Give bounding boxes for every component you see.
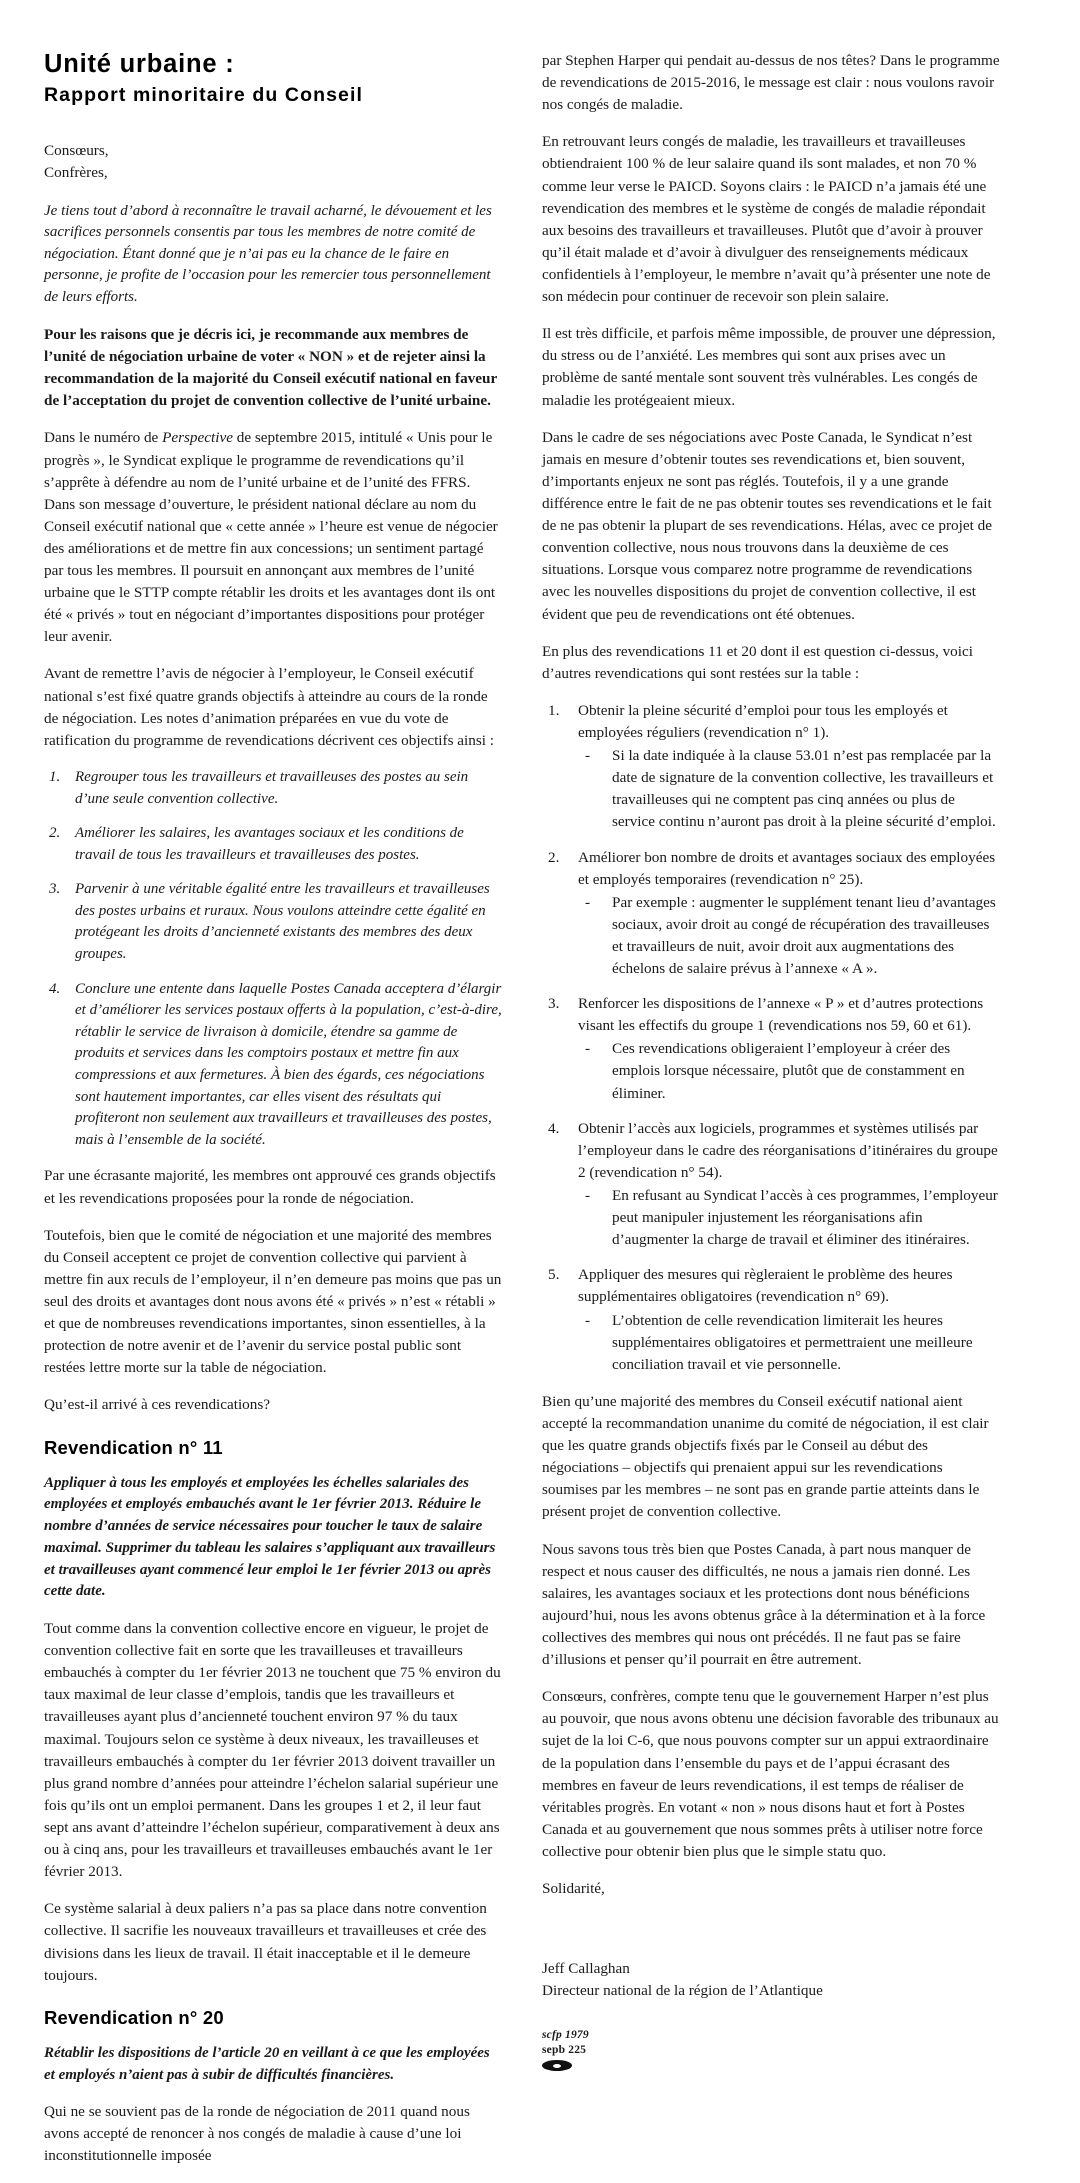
right-column — [542, 46, 1000, 2071]
list-item-number: 1. — [49, 768, 61, 785]
sub-list — [578, 1310, 1000, 1376]
sub-list — [578, 1038, 1000, 1104]
revendication-11-body-1: Tout comme dans la convention collective encore en vigueur, le projet de convention collective fait en sorte que les travailleuses et travailleurs embauchés à compter du 1er février 2013 ne touchent que 75 % environ du taux maximal de leur classe d’emplois, tandis que les travailleurs et travailleuses ayant plus d’ancienneté touchent environ 97 % du taux maximal. Toujours selon ce système à deux niveaux, les travailleuses et travailleurs embauchés à compter du 1er février 2013 doivent travailler un plus grand nombre d’années pour atteindre l’échelon salarial supérieur une fois qu’ils ont un emploi permanent. Dans les groupes 1 et 2, il leur faut sept ans avant d’atteindre l’échelon supérieur, comparativement à deux ans ou à cinq ans, pour les travailleurs et travailleuses embauchés avant le 1er février 2013. — [44, 1620, 501, 1881]
sub-list-item — [578, 1038, 1000, 1104]
revendication-11-body-2: Ce système salarial à deux paliers n’a pas sa place dans notre convention collective. Il sacrifie les nouveaux travailleurs et travailleuses et crée des divisions dans les lieux de travail. Il était inacceptable et il le demeure toujours. — [44, 1900, 487, 1984]
sub-list-item-text: Ces revendications obligeraient l’employeur à créer des emplois lorsque nécessaire, plutôt que de constamment en éliminer. — [612, 1040, 965, 1102]
sub-list-item — [578, 1185, 1000, 1251]
list-item — [44, 979, 502, 1152]
left-column — [44, 46, 502, 2183]
salutation-line1: Consœurs, — [44, 141, 109, 159]
revendication-11-heading: Revendication n° 11 — [44, 1436, 223, 1458]
page-title-line1: Unité urbaine : — [44, 50, 235, 78]
demands-intro-paragraph: En plus des revendications 11 et 20 dont il est question ci-dessus, voici d’autres revendications qui sont restées sur la table : — [542, 642, 973, 682]
list-item — [44, 879, 502, 965]
objectives-intro-paragraph: Avant de remettre l’avis de négocier à l’employeur, le Conseil exécutif national s’est fixé quatre grands objectifs à atteindre au cours de la ronde de négociation. Les notes d’animation préparées en vue du vote de ratification du programme de revendications décrivent ces objectifs ainsi : — [44, 665, 494, 749]
dash-bullet-icon: - — [585, 747, 591, 765]
list-item — [44, 823, 502, 866]
closing-salutation: Solidarité, — [542, 1880, 605, 1898]
list-item-number: 4. — [548, 1119, 560, 1137]
list-item — [542, 1118, 1000, 1252]
list-item-text: Obtenir l’accès aux logiciels, programmes et systèmes utilisés par l’employeur dans le cadre des réorganisations d’itinéraires du groupe 2 (revendication n° 54). — [578, 1119, 998, 1181]
harper-paragraph: par Stephen Harper qui pendait au-dessus de nos têtes? Dans le programme de revendications de 2015-2016, le message est clair : nous voulons ravoir nos congés de maladie. — [542, 52, 1000, 114]
dash-bullet-icon: - — [585, 1187, 591, 1205]
list-item — [542, 993, 1000, 1105]
sub-list-item-text: En refusant au Syndicat l’accès à ces programmes, l’employeur peut manipuler injustement les réorganisations afin d’augmenter la charge de travail et éliminer des itinéraires. — [612, 1187, 998, 1249]
perspective-text-b: de septembre 2015, intitulé « Unis pour le progrès », le Syndicat explique le programme de revendications qu’il s’apprête à défendre au nom de l’unité urbaine et de l’unité des FFRS. Dans son message d’ouverture, le président national déclare au nom du Conseil exécutif national que « cette année » l’heure est venue de négocier des améliorations et de mettre fin aux concessions; un sentiment partagé par tous les membres. Il poursuit en annonçant aux membres de l’unité urbaine que le STTP compte rétablir les droits et les avantages dont ils ont été « privés » tout en négociant d’importantes dispositions pour protéger leur avenir. — [44, 429, 498, 646]
dash-bullet-icon: - — [585, 893, 591, 911]
revendication-20-statement: Rétablir les dispositions de l’article 20 en veillant à ce que les employées et employés n’aient pas à subir de difficultés financières. — [44, 2044, 490, 2083]
list-item — [542, 700, 1000, 834]
paicd-paragraph: En retrouvant leurs congés de maladie, les travailleurs et travailleuses obtiendraient 100 % de leur salaire quand ils sont malades, et non 70 % comme leur verse le PAICD. Soyons clairs : le PAICD n’a jamais été une revendication des membres et le système de congés de maladie répondait aux besoins des travailleurs et travailleuses. Plutôt que d’avoir à prouver qu’il était malade et d’avoir à divulguer des renseignements médicaux confidentiels à l’employeur, le membre n’avait qu’à présenter une note de son médecin pour continuer de recevoir son plein salaire. — [542, 133, 991, 306]
sub-list-item — [578, 1310, 1000, 1376]
salutation — [44, 140, 502, 184]
recommendation-paragraph: Pour les raisons que je décris ici, je recommande aux membres de l’unité de négociation urbaine de voter « NON » et de rejeter ainsi la recommandation de la majorité du Conseil exécutif national en faveur de l’acceptation du projet de convention collective de l’unité urbaine. — [44, 325, 497, 410]
list-item-number: 4. — [49, 980, 61, 997]
revendication-11-statement: Appliquer à tous les employés et employées les échelles salariales des employées et employés embauchés avant le 1er février 2013. Réduire le nombre d’années de service nécessaires pour toucher le taux de salaire maximal. Supprimer du tableau les salaires s’appliquant aux travailleurs et travailleuses ayant commencé leur emploi le 1er février 2013 ou après cette date. — [44, 1474, 496, 1600]
list-item-text: Améliorer les salaires, les avantages sociaux et les conditions de travail de tous les travailleurs et travailleuses des postes. — [75, 825, 464, 863]
list-item-text: Obtenir la pleine sécurité d’emploi pour tous les employés et employées réguliers (revendication n° 1). — [578, 701, 948, 741]
list-item-text: Appliquer des mesures qui règleraient le problème des heures supplémentaires obligatoires (revendication n° 69). — [578, 1266, 953, 1306]
sub-list-item — [578, 745, 1000, 833]
depression-paragraph: Il est très difficile, et parfois même impossible, de prouver une dépression, du stress ou de l’anxiété. Les membres qui sont aux prises avec un problème de santé mentale sont souvent très vulnérables. Les congés de maladie les protégeaient mieux. — [542, 325, 996, 409]
list-item — [542, 1264, 1000, 1376]
dash-bullet-icon: - — [585, 1040, 591, 1058]
sub-list-item-text: Si la date indiquée à la clause 53.01 n’est pas remplacée par la date de signature de la convention collective, les travailleurs et travailleuses qui ne comptent pas cinq années ou plus de service continu n’auront pas droit à la pleine sécurité d’emploi. — [612, 747, 996, 831]
sub-list-item-text: Par exemple : augmenter le supplément tenant lieu d’avantages sociaux, avoir droit au congé de récupération des travailleuses et travailleurs de nuit, avoir droit aux augmentations des échelons de salaire prévus à l’annexe « A ». — [612, 893, 996, 978]
list-item-number: 3. — [49, 881, 61, 898]
bienque-paragraph: Bien qu’une majorité des membres du Conseil exécutif national aient accepté la recommandation unanime du comité de négociation, il est clair que les quatre grands objectifs fixés par le Conseil au début des négociations – objectifs qui prenaient appui sur les revendications soumises par les membres – ne sont pas en grande partie atteints dans le présent projet de convention collective. — [542, 1392, 989, 1521]
signature-name: Jeff Callaghan — [542, 1960, 630, 1978]
majority-paragraph: Par une écrasante majorité, les membres ont approuvé ces grands objectifs et les revendications proposées pour la ronde de négociation. — [44, 1167, 496, 1207]
list-item-number: 2. — [49, 825, 61, 842]
noussavons-paragraph: Nous savons tous très bien que Postes Canada, à part nous manquer de respect et nous causer des difficultés, ne nous a jamais rien donné. Les salaires, les avantages sociaux et les protections dont nous bénéficions aujourd’hui, nous les avons obtenus grâce à la détermination et à la force collectives des membres qui nous ont précédés. Il ne faut pas se faire d’illusions et penser qu’il pourrait en être autrement. — [542, 1540, 986, 1669]
sub-list — [578, 745, 1000, 833]
consoeurs-paragraph: Consœurs, confrères, compte tenu que le gouvernement Harper n’est plus au pouvoir, que nous avons obtenu une décision favorable des tribunaux au sujet de la loi C-6, que nous pouvons compter sur un appui extraordinaire de la population dans l’ensemble du pays et de l’appui écrasant des membres en faveur de leurs revendications, il est temps de réaliser de véritables progrès. En votant « non » nous disons haut et fort à Postes Canada et au gouvernement que nous sommes prêts à utiliser notre force collective pour obtenir bien plus que le simple statu quo. — [542, 1688, 999, 1860]
union-bug-line1: scfp 1979 — [542, 2029, 589, 2042]
intro-paragraph: Je tiens tout d’abord à reconnaître le travail acharné, le dévouement et les sacrifices personnels consentis par tous les membres de notre comité de négociation. Étant donné que je n’ai pas eu la chance de le faire en personne, je profite de l’occasion pour les remercier tous personnellement de leurs efforts. — [44, 202, 492, 306]
question-paragraph: Qu’est-il arrivé à ces revendications? — [44, 1396, 271, 1414]
salutation-line2: Confrères, — [44, 163, 108, 181]
union-bug — [542, 2028, 1000, 2071]
perspective-text-a: Dans le numéro de — [44, 429, 163, 447]
sub-list-item-text: L’obtention de celle revendication limiterait les heures supplémentaires obligatoires et permettraient une meilleure conciliation travail et vie personnelle. — [612, 1311, 973, 1373]
list-item-number: 5. — [548, 1266, 560, 1284]
list-item — [542, 847, 1000, 981]
list-item-number: 2. — [548, 848, 560, 866]
list-item-text: Améliorer bon nombre de droits et avantages sociaux des employées et employés temporaires (revendication n° 25). — [578, 848, 996, 888]
page-title — [44, 46, 502, 110]
toutefois-paragraph: Toutefois, bien que le comité de négociation et une majorité des membres du Conseil acceptent ce projet de convention collective qui parvient à mettre fin aux reculs de l’employeur, il n’en demeure pas moins que pas un seul des droits et avantages dont nous avons été « privés » n’est « rétabli » et que de nombreuses revendications importantes, sinon essentielles, à la protection de notre avenir et de l’avenir du service postal public sont restées lettre morte sur la table de négociation. — [44, 1226, 502, 1377]
sub-list — [578, 1185, 1000, 1251]
list-item-number: 1. — [548, 701, 560, 719]
list-item-number: 3. — [548, 995, 560, 1013]
negociations-paragraph: Dans le cadre de ses négociations avec Poste Canada, le Syndicat n’est jamais en mesure d’obtenir toutes ses revendications et, bien souvent, d’importants enjeux ne sont pas réglés. Toutefois, il y a une grande différence entre le fait de ne pas obtenir toutes ses revendications et le fait de ne pas obtenir la plupart de ses revendications. Hélas, avec ce projet de convention collective, nous nous trouvons dans la deuxième de ces situations. Lorsque vous comparez notre programme de revendications avec les nouvelles dispositions du projet de convention collective, il est évident que peu de revendications ont été obtenues. — [542, 428, 992, 623]
perspective-title-italic: Perspective — [162, 429, 233, 447]
union-bug-line2: sepb 225 — [542, 2043, 587, 2056]
list-item-text: Parvenir à une véritable égalité entre les travailleurs et travailleuses des postes urbains et ruraux. Nous voulons atteindre cette égalité en protégeant les droits d’ancienneté existants des membres des deux groupes. — [75, 881, 490, 963]
list-item-text: Renforcer les dispositions de l’annexe « P » et d’autres protections visant les effectifs du groupe 1 (revendications nos 59, 60 et 61). — [578, 995, 984, 1035]
page-title-line2: Rapport minoritaire du Conseil — [44, 84, 364, 107]
list-item-text: Regrouper tous les travailleurs et travailleuses des postes au sein d’une seule convention collective. — [75, 768, 469, 807]
objectives-list — [44, 767, 502, 1152]
signature-role: Directeur national de la région de l’Atlantique — [542, 1982, 823, 2000]
list-item — [44, 767, 502, 810]
perspective-paragraph — [44, 427, 502, 648]
sub-list — [578, 892, 1000, 980]
demands-list — [542, 700, 1000, 1376]
dash-bullet-icon: - — [585, 1311, 591, 1329]
list-item-text: Conclure une entente dans laquelle Postes Canada acceptera d’élargir et d’améliorer les services postaux offerts à la population, c’est-à-dire, rétablir le service de livraison à domicile, étendre sa gamme de produits et services dans les comptoirs postaux et mettre fin aux compressions et aux fermetures. À bien des égards, ces négociations sont hautement importantes, car elles visent des résultats qui profiteront non seulement aux travailleurs et travailleuses des postes, mais à l’ensemble de la société. — [75, 980, 502, 1148]
revendication-20-body: Qui ne se souvient pas de la ronde de négociation de 2011 quand nous avons accepté de renoncer à nos congés de maladie à cause d’une loi inconstitutionnelle imposée — [44, 2103, 470, 2165]
revendication-20-heading: Revendication n° 20 — [44, 2006, 224, 2028]
two-column-layout — [44, 46, 1036, 2183]
sub-list-item — [578, 892, 1000, 980]
union-label-icon — [542, 2060, 572, 2071]
